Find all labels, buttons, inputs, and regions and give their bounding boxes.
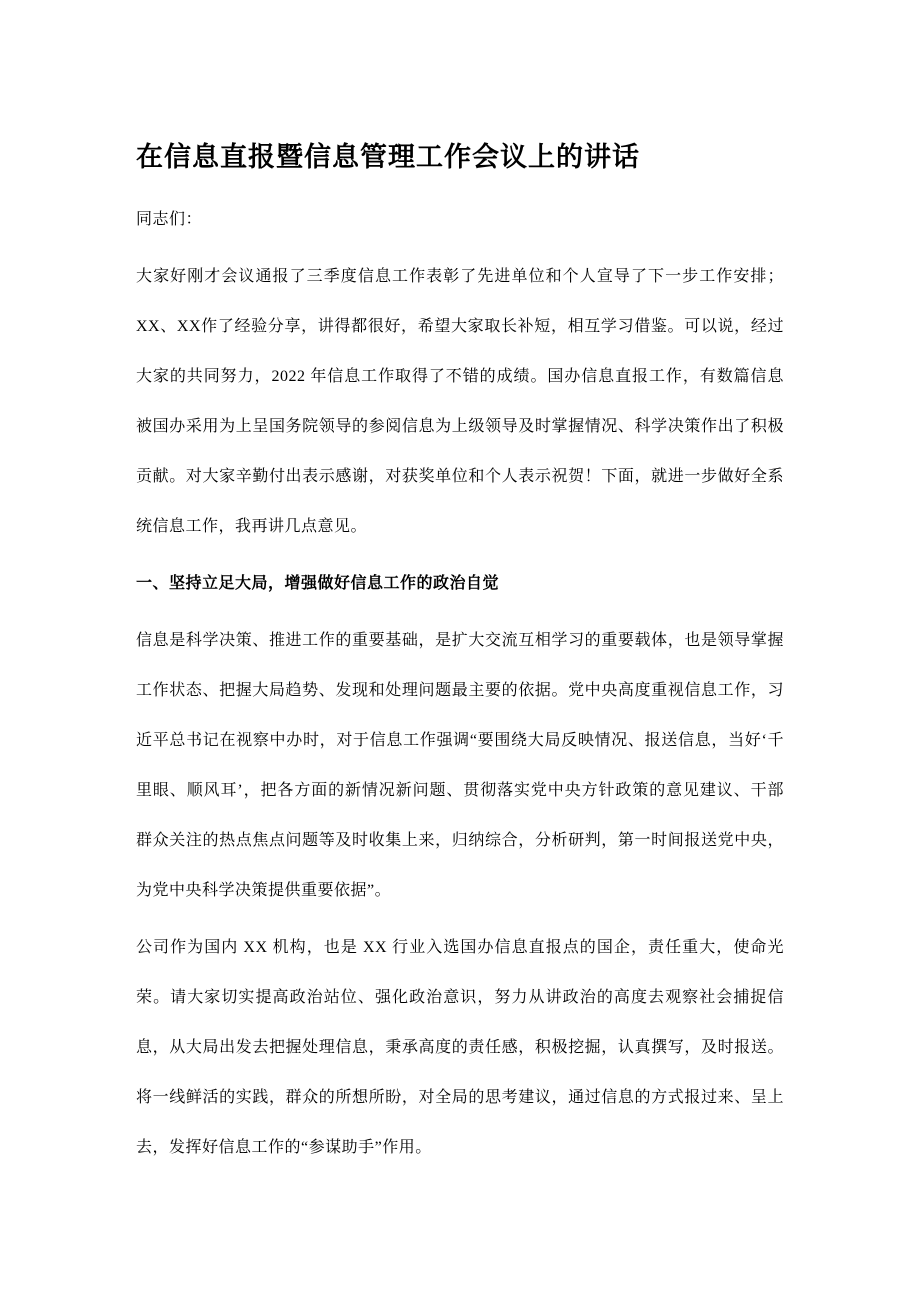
paragraph-section1-body2: 公司作为国内 XX 机构，也是 XX 行业入选国办信息直报点的国企，责任重大，使命光荣。请大家切实提高政治站位、强化政治意识，努力从讲政治的高度去观察社会捕捉信息，从大局出发去把握处理信息，秉承高度的责任感，积极挖掘，认真撰写，及时报送。将一线鲜活的实践，群众的所想所盼，对全局的思考建议，通过信息的方式报过来、呈上去，发挥好信息工作的“参谋助手”作用。 bbox=[136, 939, 784, 1157]
section-heading-1: 一、坚持立足大局，增强做好信息工作的政治自觉 bbox=[136, 575, 500, 593]
salutation: 同志们： bbox=[136, 211, 203, 229]
document-title: 在信息直报暨信息管理工作会议上的讲话 bbox=[136, 142, 640, 172]
paragraph-section1-body1: 信息是科学决策、推进工作的重要基础，是扩大交流互相学习的重要载体，也是领导掌握工作状态、把握大局趋势、发现和处理问题最主要的依据。党中央高度重视信息工作，习近平总书记在视察中办时，对于信息工作强调“要围绕大局反映情况、报送信息，当好‘千里眼、顺风耳’，把各方面的新情况新问题、贯彻落实党中央方针政策的意见建议、干部群众关注的热点焦点问题等及时收集上来，归纳综合，分析研判，第一时间报送党中央，为党中央科学决策提供重要依据”。 bbox=[136, 632, 784, 900]
paragraph-intro: 大家好刚才会议通报了三季度信息工作表彰了先进单位和个人宣导了下一步工作安排；XX、XX作了经验分享，讲得都很好，希望大家取长补短，相互学习借鉴。可以说，经过大家的共同努力，2022 年信息工作取得了不错的成绩。国办信息直报工作，有数篇信息被国办采用为上呈国务院领导的参阅信息为上级领导及时掌握情况、科学决策作出了积极贡献。对大家辛勤付出表示感谢，对获奖单位和个人表示祝贺！下面，就进一步做好全系统信息工作，我再讲几点意见。 bbox=[136, 268, 784, 536]
